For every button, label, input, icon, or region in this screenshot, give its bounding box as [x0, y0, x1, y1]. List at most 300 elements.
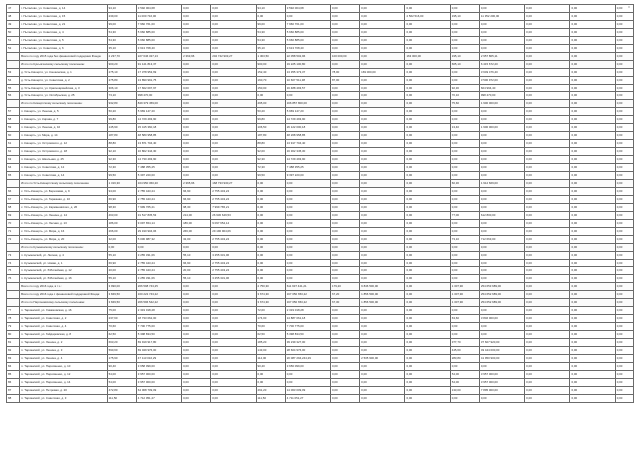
value-cell: 2 365,96 — [182, 179, 211, 187]
value-cell: 0,00 — [330, 36, 359, 44]
value-cell: 0,00 — [256, 227, 285, 235]
table-row — [7, 28, 634, 36]
value-cell: 0,00 — [360, 116, 405, 124]
value-cell: 2 755 443,24 — [211, 267, 256, 275]
address-cell: г. Пыталово, ул. Советская, д. 6 — [20, 44, 108, 52]
value-cell: 0,00 — [330, 195, 359, 203]
value-cell: 0,00 — [405, 259, 450, 267]
table-row — [7, 370, 634, 378]
table-row — [7, 267, 634, 275]
value-cell: 0,00 — [360, 92, 405, 100]
row-number-cell: 62 — [7, 148, 20, 156]
value-cell: 0,00 — [285, 370, 330, 378]
value-cell: 0,00 — [525, 179, 570, 187]
value-cell: 0,00 — [570, 76, 615, 84]
row-number-cell: 53 — [7, 68, 20, 76]
value-cell: 0,00 — [525, 346, 570, 354]
value-cell: 0,00 — [330, 179, 359, 187]
value-cell: 3 613 708,40 — [136, 44, 181, 52]
value-cell: 66,90 — [107, 259, 136, 267]
value-cell: 0,00 — [405, 187, 450, 195]
value-cell: 0,00 — [182, 92, 211, 100]
value-cell: 0,00 — [615, 362, 633, 370]
value-cell: 0,00 — [479, 172, 524, 180]
value-cell: 0,00 — [525, 100, 570, 108]
value-cell: 0,00 — [570, 140, 615, 148]
value-cell: 54,30 — [107, 36, 136, 44]
value-cell: 0,00 — [525, 219, 570, 227]
value-cell: 0,00 — [405, 362, 450, 370]
value-cell: 900,20 — [107, 60, 136, 68]
row-number-cell: 81 — [7, 339, 20, 347]
value-cell: 0,00 — [450, 275, 479, 283]
value-cell: 0,00 — [570, 362, 615, 370]
value-cell: 0,00 — [570, 378, 615, 386]
value-cell: 0,00 — [479, 132, 524, 140]
housing-program-table — [6, 4, 634, 403]
value-cell: 7 960 761,00 — [285, 20, 330, 28]
value-cell: 14 887 061,18 — [285, 315, 330, 323]
value-cell: 169 000,00 — [360, 68, 405, 76]
value-cell: 0,00 — [360, 370, 405, 378]
address-cell: п. Тарханский, ул. Ленина, д. 2 — [20, 339, 108, 347]
value-cell: 0,00 — [285, 195, 330, 203]
value-cell: 0,00 — [450, 28, 479, 36]
value-cell: 0,00 — [615, 12, 633, 20]
value-cell: 4 711 051,27 — [285, 394, 330, 402]
value-cell: 0,00 — [405, 331, 450, 339]
value-cell: 0,00 — [285, 179, 330, 187]
value-cell: 202 742 903,27 — [211, 52, 256, 60]
value-cell: 266,00 — [182, 227, 211, 235]
value-cell: 0,00 — [211, 84, 256, 92]
table-row — [7, 5, 634, 13]
value-cell: 0,00 — [360, 259, 405, 267]
value-cell: 70,60 — [256, 323, 285, 331]
value-cell: 3 592 004,68 — [136, 5, 181, 13]
value-cell: 0,00 — [479, 164, 524, 172]
value-cell: 0,00 — [360, 243, 405, 251]
value-cell: 2 957 805,11 — [479, 52, 524, 60]
value-cell: 0,00 — [479, 251, 524, 259]
value-cell: 0,00 — [405, 164, 450, 172]
value-cell: 0,00 — [330, 140, 359, 148]
value-cell: 0,00 — [479, 362, 524, 370]
value-cell: 186,00 — [107, 219, 136, 227]
value-cell: 14 063 009,09 — [285, 386, 330, 394]
value-cell: 9 846 500,00 — [360, 283, 405, 291]
value-cell: 0,00 — [570, 108, 615, 116]
value-cell: 0,00 — [360, 76, 405, 84]
value-cell: 73,10 — [107, 92, 136, 100]
value-cell: 0,00 — [525, 44, 570, 52]
value-cell: 3 613 708,40 — [285, 44, 330, 52]
address-cell: п. Кишерть, ул. Кирова, д. 7 — [20, 116, 108, 124]
value-cell: 20,00 — [182, 267, 211, 275]
value-cell: 0,00 — [360, 156, 405, 164]
value-cell: 0,00 — [570, 315, 615, 323]
value-cell: 0,00 — [450, 323, 479, 331]
value-cell: 0,00 — [615, 140, 633, 148]
address-cell: п. Кишерть, ул. Ленина, д. 10 — [20, 124, 108, 132]
value-cell: 275,10 — [107, 68, 136, 76]
value-cell: 92,00 — [256, 148, 285, 156]
value-cell: 0,00 — [615, 323, 633, 331]
value-cell: 54,00 — [107, 370, 136, 378]
value-cell: 0,00 — [211, 394, 256, 402]
table-row — [7, 92, 634, 100]
row-number-cell: 87 — [7, 386, 20, 394]
value-cell: 0,00 — [330, 315, 359, 323]
table-row — [7, 124, 634, 132]
value-cell: 0,00 — [525, 52, 570, 60]
value-cell: 0,00 — [330, 28, 359, 36]
value-cell: 0,00 — [405, 28, 450, 36]
value-cell: 463,00 — [107, 211, 136, 219]
value-cell: 54,00 — [450, 378, 479, 386]
value-cell: 0,00 — [479, 108, 524, 116]
value-cell: 0,00 — [479, 20, 524, 28]
value-cell: 98,30 — [107, 203, 136, 211]
table-row — [7, 331, 634, 339]
value-cell: 0,00 — [525, 235, 570, 243]
value-cell: 54,00 — [107, 378, 136, 386]
address-cell: с. Усть-Кишерть, ул. Ленина, д. 14 — [20, 211, 108, 219]
value-cell: 0,00 — [405, 323, 450, 331]
row-number-cell: 49 — [7, 20, 20, 28]
value-cell: 0,00 — [615, 291, 633, 299]
value-cell: 0,00 — [256, 219, 285, 227]
value-cell: 7 488 355,25 — [136, 164, 181, 172]
table-row — [7, 140, 634, 148]
value-cell: 0,00 — [570, 20, 615, 28]
value-cell: 712 663,00 — [479, 235, 524, 243]
value-cell: 0,00 — [182, 148, 211, 156]
value-cell: 0,00 — [479, 156, 524, 164]
value-cell: 0,00 — [360, 235, 405, 243]
address-cell: Итого по Усть-Кишертскому сельскому поселению: — [20, 179, 108, 187]
value-cell: 0,00 — [570, 195, 615, 203]
value-cell: 0,00 — [479, 227, 524, 235]
address-cell: п. Кишерть, ул. Советская, д. 12 — [20, 164, 108, 172]
value-cell: 90,40 — [107, 362, 136, 370]
value-cell: 0,00 — [479, 323, 524, 331]
value-cell: 5 398 834,50 — [136, 331, 181, 339]
row-number-cell — [7, 283, 20, 291]
value-cell: 20 087 294,244,29 — [285, 354, 330, 362]
value-cell: 998 470,00 — [136, 92, 181, 100]
value-cell: 0,00 — [450, 187, 479, 195]
address-cell: п. Тарханский, ул. Ленина, д. 3 — [20, 346, 108, 354]
value-cell: 0,00 — [615, 315, 633, 323]
value-cell: 0,00 — [525, 370, 570, 378]
value-cell: 3 846 000,00 — [479, 315, 524, 323]
address-cell: г. Пыталово, ул. Советская, д. 14 — [20, 5, 108, 13]
value-cell: 1 900 000,00 — [479, 124, 524, 132]
value-cell: 0,00 — [525, 124, 570, 132]
row-number-cell: 61 — [7, 140, 20, 148]
value-cell: 26 122 000,18 — [285, 124, 330, 132]
value-cell: 0,00 — [285, 259, 330, 267]
value-cell: 3 674,30 — [256, 299, 285, 307]
value-cell: 0,00 — [450, 148, 479, 156]
value-cell: 0,00 — [615, 211, 633, 219]
value-cell: 7 488 355,25 — [285, 164, 330, 172]
value-cell: 22 058 502,96 — [285, 52, 330, 60]
value-cell: 0,00 — [405, 92, 450, 100]
value-cell: 849 379 459,00 — [136, 100, 181, 108]
value-cell: 0,00 — [525, 267, 570, 275]
value-cell: 0,00 — [570, 243, 615, 251]
value-cell: 0,00 — [405, 283, 450, 291]
row-number-cell — [7, 100, 20, 108]
value-cell: 275,80 — [107, 76, 136, 84]
value-cell: 0,00 — [360, 12, 405, 20]
value-cell: 4 712 051,27 — [136, 394, 181, 402]
value-cell: 611 937 441,21 — [285, 283, 330, 291]
value-cell: 0,00 — [405, 235, 450, 243]
value-cell: 0,00 — [479, 259, 524, 267]
value-cell: 0,00 — [405, 148, 450, 156]
value-cell: 3 990,00 — [107, 283, 136, 291]
value-cell: 0,00 — [211, 28, 256, 36]
value-cell: 0,00 — [525, 187, 570, 195]
value-cell: 0,00 — [182, 124, 211, 132]
value-cell: 0,00 — [360, 346, 405, 354]
subtotal-row — [7, 291, 634, 299]
value-cell: 0,00 — [525, 60, 570, 68]
value-cell: 0,00 — [479, 267, 524, 275]
row-number-cell: 69 — [7, 211, 20, 219]
value-cell: 5 006 987,32 — [136, 235, 181, 243]
value-cell: 0,00 — [615, 100, 633, 108]
address-cell: п. Кузьминский, ул. Лесная, д. 4 — [20, 251, 108, 259]
value-cell: 31 517 835,53 — [136, 211, 181, 219]
value-cell: 54,30 — [256, 36, 285, 44]
value-cell: 0,00 — [450, 251, 479, 259]
value-cell: 0,00 — [405, 394, 450, 402]
value-cell: 5 660 885,00 — [285, 28, 330, 36]
value-cell: 9 397 220,00 — [285, 172, 330, 180]
value-cell: 2 755 443,24 — [136, 195, 181, 203]
value-cell: 0,00 — [615, 235, 633, 243]
value-cell: 0,00 — [479, 219, 524, 227]
value-cell: 0,00 — [479, 44, 524, 52]
value-cell: 7 999 765,21 — [136, 203, 181, 211]
value-cell: 0,00 — [570, 132, 615, 140]
value-cell: 0,00 — [525, 299, 570, 307]
value-cell: 0,00 — [525, 354, 570, 362]
value-cell: 0,00 — [285, 211, 330, 219]
value-cell: 11 352 200,00 — [479, 12, 524, 20]
value-cell: 0,00 — [182, 156, 211, 164]
address-cell: с. Усть-Кишерть, ул. Мира, д. 16 — [20, 227, 108, 235]
row-number-cell: 56 — [7, 92, 20, 100]
value-cell: 0,00 — [615, 283, 633, 291]
value-cell: 1 307,90 — [450, 299, 479, 307]
value-cell: 0,00 — [405, 267, 450, 275]
value-cell: 0,00 — [525, 275, 570, 283]
value-cell: 0,00 — [285, 227, 330, 235]
row-number-cell: 77 — [7, 307, 20, 315]
value-cell: 185,20 — [256, 339, 285, 347]
value-cell: 66,90 — [107, 195, 136, 203]
value-cell: 0,00 — [182, 20, 211, 28]
value-cell: 0,00 — [330, 92, 359, 100]
subtotal-row — [7, 52, 634, 60]
address-cell: д. Усть-Кишерти, ул. Октябрьская, д. 25 — [20, 92, 108, 100]
value-cell: 26 930 649,53 — [211, 211, 256, 219]
value-cell: 0,00 — [405, 108, 450, 116]
table-row — [7, 36, 634, 44]
value-cell: 0,00 — [285, 12, 330, 20]
value-cell: 0,00 — [570, 100, 615, 108]
value-cell: 0,00 — [615, 52, 633, 60]
value-cell: 0,00 — [615, 195, 633, 203]
value-cell: 0,00 — [211, 60, 256, 68]
value-cell: 0,00 — [615, 187, 633, 195]
value-cell: 266 596 542,22 — [136, 299, 181, 307]
value-cell: 55,10 — [107, 275, 136, 283]
value-cell: 0,00 — [211, 12, 256, 20]
value-cell: 0,00 — [450, 140, 479, 148]
value-cell: 150,00 — [256, 84, 285, 92]
value-cell: 19 225 100,80 — [285, 60, 330, 68]
value-cell: 0,00 — [211, 339, 256, 347]
value-cell: 77,00 — [450, 211, 479, 219]
table-row — [7, 156, 634, 164]
value-cell: 0,00 — [570, 370, 615, 378]
row-number-cell — [7, 299, 20, 307]
value-cell: 3 255 331,06 — [211, 251, 256, 259]
value-cell: 0,00 — [330, 187, 359, 195]
value-cell: 0,00 — [182, 76, 211, 84]
row-number-cell: 64 — [7, 164, 20, 172]
value-cell: 106,50 — [256, 124, 285, 132]
value-cell: 0,00 — [330, 148, 359, 156]
value-cell: 3 649 476,40 — [479, 68, 524, 76]
value-cell: 0,00 — [182, 283, 211, 291]
row-number-cell — [7, 52, 20, 60]
value-cell: 0,00 — [405, 84, 450, 92]
value-cell: 0,00 — [360, 331, 405, 339]
value-cell: 92,30 — [450, 84, 479, 92]
address-cell: г. Пыталово, ул. Советская, д. 5 — [20, 36, 108, 44]
address-cell: п. Кузьминский, ул. Юбилейная, д. 12 — [20, 267, 108, 275]
value-cell: 2 237,70 — [107, 52, 136, 60]
value-cell: 0,00 — [360, 394, 405, 402]
value-cell: 167 050 653,22 — [285, 299, 330, 307]
value-cell: 195,10 — [450, 52, 479, 60]
scan-mark — [628, 6, 630, 8]
value-cell: 0,00 — [182, 100, 211, 108]
value-cell: 0,00 — [525, 68, 570, 76]
row-number-cell: 54 — [7, 76, 20, 84]
value-cell: 0,00 — [405, 251, 450, 259]
value-cell: 0,00 — [405, 386, 450, 394]
value-cell: 0,00 — [256, 211, 285, 219]
table-row — [7, 346, 634, 354]
value-cell: 0,00 — [570, 394, 615, 402]
row-number-cell: 48 — [7, 12, 20, 20]
value-cell: 0,00 — [182, 331, 211, 339]
value-cell: 0,00 — [405, 172, 450, 180]
row-number-cell: 76 — [7, 275, 20, 283]
value-cell: 0,00 — [479, 140, 524, 148]
value-cell: 5 660 885,00 — [285, 36, 330, 44]
value-cell: 0,00 — [450, 164, 479, 172]
value-cell: 0,00 — [405, 195, 450, 203]
row-number-cell — [7, 179, 20, 187]
address-cell: п. Кишерть, ул. Советская, д. 14 — [20, 172, 108, 180]
value-cell: 0,00 — [615, 346, 633, 354]
value-cell: 0,00 — [450, 267, 479, 275]
value-cell: 0,00 — [479, 116, 524, 124]
value-cell: 0,00 — [450, 227, 479, 235]
value-cell: 0,00 — [570, 52, 615, 60]
value-cell: 0,00 — [450, 132, 479, 140]
value-cell: 9 097 654,14 — [136, 219, 181, 227]
value-cell: 0,00 — [479, 203, 524, 211]
address-cell: п. Тарханский, ул. Пархоменко, д. 10 — [20, 362, 108, 370]
value-cell: 14 730 493,90 — [136, 156, 181, 164]
value-cell: 3 957 000,00 — [136, 370, 181, 378]
table-row — [7, 235, 634, 243]
value-cell: 0,00 — [570, 275, 615, 283]
value-cell: 0,00 — [479, 275, 524, 283]
value-cell: 133,00 — [450, 386, 479, 394]
value-cell: 0,00 — [450, 44, 479, 52]
value-cell: 998 470,00 — [479, 92, 524, 100]
value-cell: 0,00 — [330, 235, 359, 243]
value-cell: 70,60 — [107, 323, 136, 331]
value-cell: 0,00 — [525, 148, 570, 156]
value-cell: 0,00 — [450, 362, 479, 370]
value-cell: 0,00 — [525, 195, 570, 203]
value-cell: 0,00 — [525, 92, 570, 100]
value-cell: 0,00 — [211, 132, 256, 140]
value-cell: 91 141 813,37 — [136, 60, 181, 68]
value-cell: 0,00 — [525, 12, 570, 20]
value-cell: 64 068 709,09 — [136, 386, 181, 394]
value-cell: 1 307,90 — [450, 291, 479, 299]
value-cell: 0,00 — [405, 179, 450, 187]
table-row — [7, 339, 634, 347]
value-cell: 0,00 — [570, 259, 615, 267]
value-cell: 92,30 — [107, 156, 136, 164]
value-cell: 0,00 — [285, 203, 330, 211]
address-cell: п. Тарханский, ул. Советская, д. 3 — [20, 394, 108, 402]
value-cell: 214,00 — [182, 211, 211, 219]
value-cell: 0,00 — [405, 116, 450, 124]
value-cell: 377,70 — [450, 339, 479, 347]
value-cell: 5 969 147,20 — [285, 108, 330, 116]
value-cell: 0,00 — [450, 219, 479, 227]
value-cell: 0,00 — [479, 187, 524, 195]
row-number-cell: 72 — [7, 235, 20, 243]
value-cell: 0,00 — [525, 243, 570, 251]
value-cell: 0,00 — [570, 203, 615, 211]
value-cell: 0,00 — [285, 187, 330, 195]
value-cell: 0,00 — [570, 354, 615, 362]
value-cell: 54,00 — [450, 370, 479, 378]
value-cell: 0,00 — [211, 156, 256, 164]
value-cell: 2 363,96 — [182, 52, 211, 60]
table-row — [7, 68, 634, 76]
value-cell: 0,00 — [405, 346, 450, 354]
value-cell: 0,00 — [570, 251, 615, 259]
row-number-cell: 47 — [7, 5, 20, 13]
